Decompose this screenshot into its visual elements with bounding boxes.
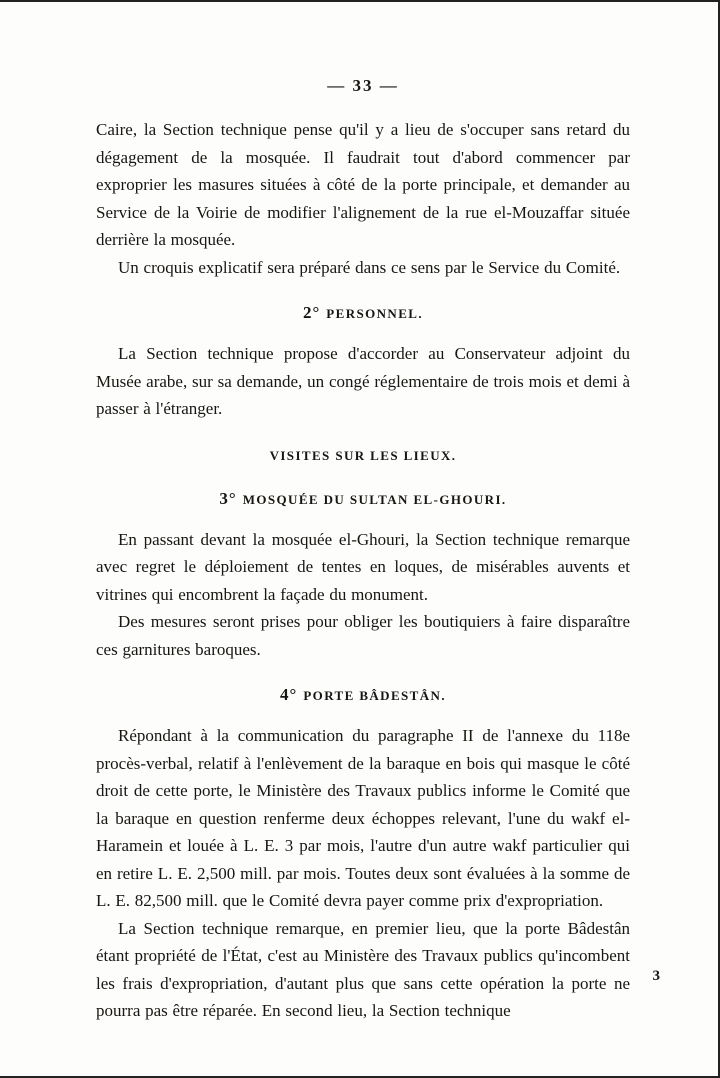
paragraph-caire-continuation: Caire, la Section technique pense qu'il y a lieu de s'occuper sans retard du dégagement de la mosquée. Il faudrait tout d'abord commencer par exproprier les masures situées à côté de la porte principale, et demander au Service de la Voirie de modifier l'alignement de la rue el-Mouzaffar située derrière la mosquée.	[96, 120, 630, 249]
paragraph-ghouri: En passant devant la mosquée el-Ghouri, la Section technique remarque avec regret le déploiement de tentes en loques, de misérables auvents et vitrines qui encombrent la façade du monument.	[96, 529, 630, 604]
paragraph-conge: La Section technique propose d'accorder au Conservateur adjoint du Musée arabe, sur sa demande, un congé réglementaire de trois mois et demi à passer à l'étranger.	[96, 344, 630, 418]
heading-personnel-number: 2°	[302, 303, 321, 322]
heading-personnel-label: PERSONNEL.	[326, 306, 424, 321]
heading-mosquee-el-ghouri	[96, 484, 630, 511]
heading-porte-badestan	[96, 680, 630, 707]
paragraph-croquis: Un croquis explicatif sera préparé dans ce sens par le Service du Comité.	[118, 257, 621, 277]
signature-mark: 3	[652, 968, 660, 984]
paragraph-section-remarque: La Section technique remarque, en premier lieu, que la porte Bâdestân étant propriété de l'État, c'est au Ministère des Travaux publics qu'incombent les frais d'expropriation, d'autant plus que sans cette opération la porte ne pourra pas être réparée. En second lieu, la Section technique	[96, 918, 630, 1020]
paragraph-repondant: Répondant à la communication du paragraphe II de l'annexe du 118e procès-verbal, relatif à l'enlèvement de la baraque en bois qui masque le côté droit de cette porte, le Ministère des Travaux publics informe le Comité que la baraque en question renferme deux échoppes relevant, l'une du wakf el-Haramein et louée à L. E. 3 par mois, l'autre d'un autre wakf particulier qui en retire L. E. 2,500 mill. par mois. Toutes deux sont évaluées à la somme de L. E. 82,500 mill. que le Comité devra payer comme prix d'expropriation.	[96, 726, 630, 910]
page-number: — 33 —	[327, 76, 399, 95]
heading-visites-sur-les-lieux	[96, 440, 630, 467]
heading-personnel	[96, 298, 630, 325]
heading-visites-label: VISITES SUR LES LIEUX.	[269, 447, 457, 463]
heading-mosquee-number: 3°	[219, 488, 237, 508]
paragraph-mesures: Des mesures seront prises pour obliger les boutiquiers à faire disparaître ces garnitures baroques.	[96, 612, 630, 659]
heading-porte-label: PORTE BÂDESTÂN.	[303, 688, 446, 703]
heading-mosquee-label: MOSQUÉE DU SULTAN EL-GHOURI.	[242, 491, 507, 507]
page-content	[96, 76, 630, 1025]
heading-porte-number: 4°	[280, 685, 298, 704]
